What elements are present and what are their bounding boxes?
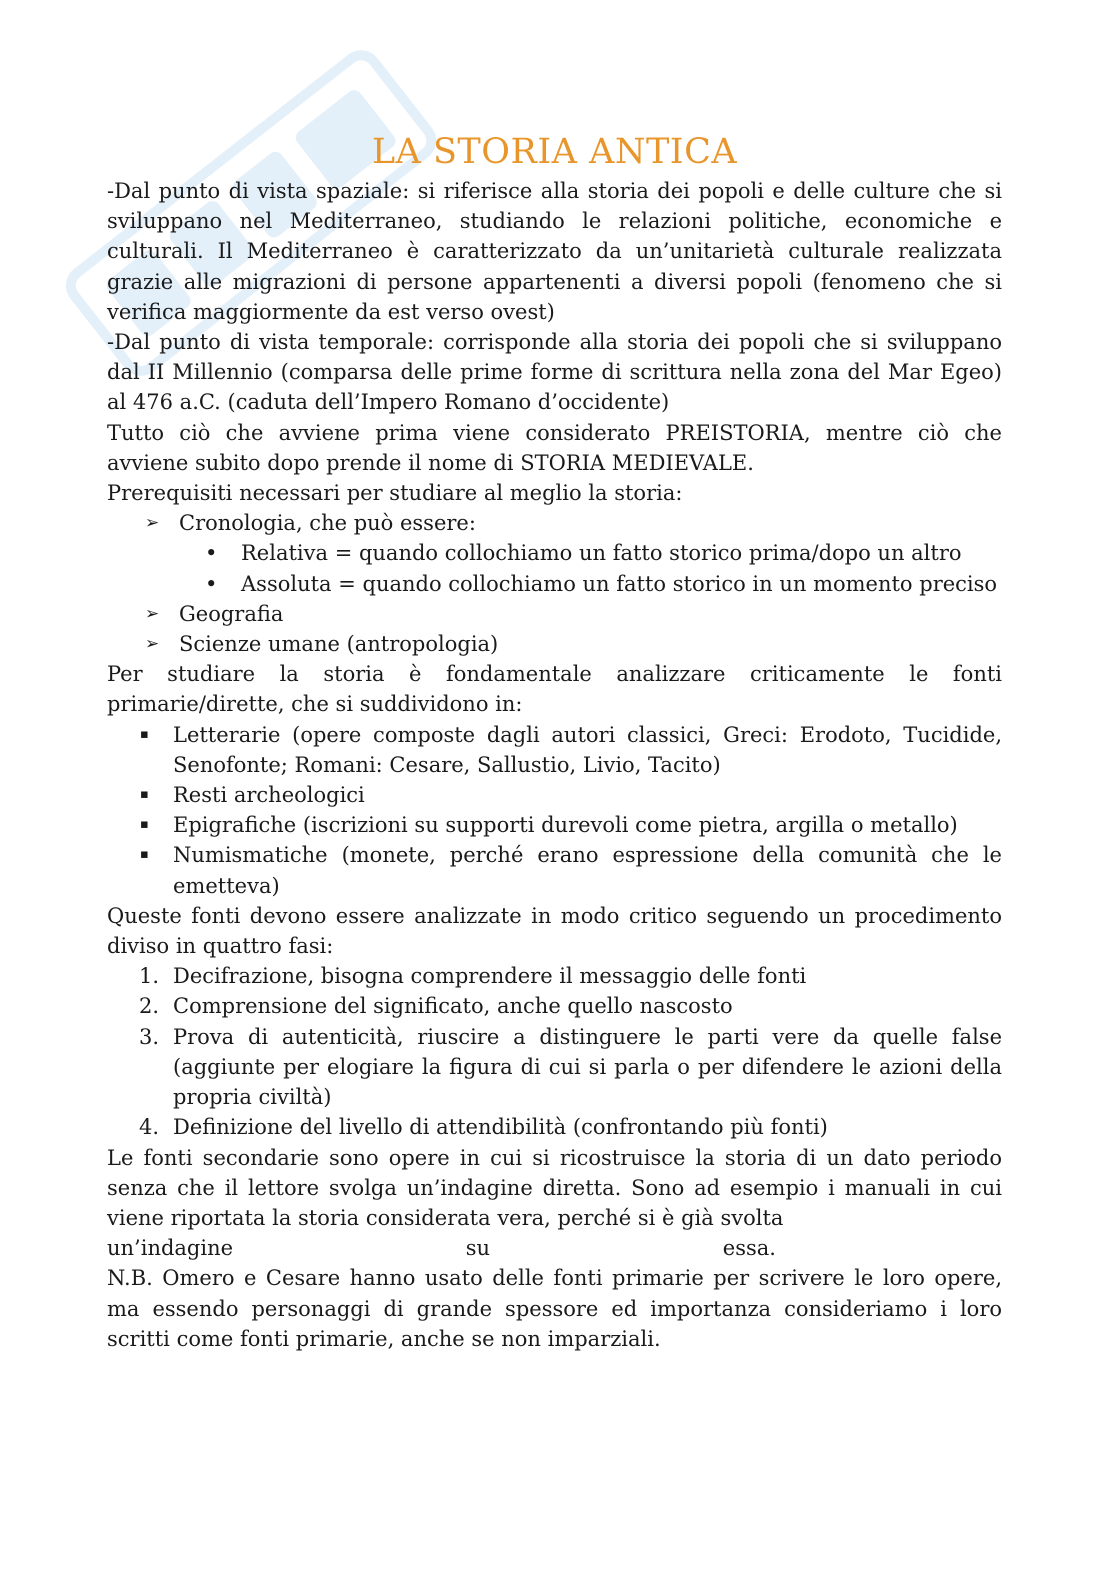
list-item-text: Comprensione del significato, anche quello nascosto	[173, 994, 733, 1019]
prerequisites-list	[107, 508, 1002, 538]
arrow-bullet-icon: ➢	[145, 513, 160, 534]
prerequisites-list-continued	[107, 599, 1002, 659]
paragraph-temporal: -Dal punto di vista temporale: corrisponde alla storia dei popoli che si sviluppano dal II Millennio (comparsa delle prime forme di scrittura nella zona del Mar Egeo) al 476 a.C. (caduta dell’Impero Romano d’occidente)	[107, 330, 1002, 415]
list-item	[107, 991, 1002, 1021]
paragraph-note: N.B. Omero e Cesare hanno usato delle fonti primarie per scrivere le loro opere, ma essendo personaggi di grande spessore ed importanza consideriamo i loro scritti come fonti primarie, anche se non imparziali.	[107, 1266, 1002, 1351]
list-item	[107, 629, 1002, 659]
paragraph-analysis: Queste fonti devono essere analizzate in modo critico seguendo un procedimento diviso in quattro fasi:	[107, 903, 1002, 959]
list-item-text: Assoluta = quando collochiamo un fatto storico in un momento preciso	[241, 571, 998, 596]
list-number: 1.	[139, 964, 160, 989]
list-item	[107, 840, 1002, 900]
list-item	[107, 1022, 1002, 1113]
word: essa.	[722, 1236, 776, 1261]
paragraph-primary-sources: Per studiare la storia è fondamentale analizzare criticamente le fonti primarie/dirette, che si suddividono in:	[107, 662, 1002, 717]
list-item-text: Numismatiche (monete, perché erano espressione della comunità che le emetteva)	[173, 843, 1002, 898]
list-item	[107, 569, 1002, 599]
paragraph-prerequisites: Prerequisiti necessari per studiare al meglio la storia:	[107, 481, 683, 506]
list-item-text: Letterarie (opere composte dagli autori classici, Greci: Erodoto, Tucidide, Senofonte; Romani: Cesare, Sallustio, Livio, Tacito)	[173, 722, 1002, 777]
list-item	[107, 508, 1002, 538]
list-item-text: Resti archeologici	[173, 783, 365, 808]
list-item-text: Relativa = quando collochiamo un fatto storico prima/dopo un altro	[241, 541, 962, 566]
list-item-text: Geografia	[179, 601, 284, 626]
list-number: 3.	[139, 1024, 160, 1049]
list-number: 4.	[139, 1115, 160, 1140]
square-bullet-icon: ▪	[140, 847, 149, 863]
paragraph-spatial: -Dal punto di vista spaziale: si riferisce alla storia dei popoli e delle culture che si sviluppano nel Mediterraneo, studiando le relazioni politiche, economiche e culturali. Il Mediterraneo è caratterizzato da un’unitarietà culturale realizzata grazie alle migrazioni di persone appartenenti a diversi popoli (fenomeno che si verifica maggiormente da est verso ovest)	[107, 179, 1002, 324]
list-number: 2.	[139, 994, 160, 1019]
square-bullet-icon: ▪	[140, 817, 149, 833]
paragraph-preistoria: Tutto ciò che avviene prima viene considerato PREISTORIA, mentre ciò che avviene subito dopo prende il nome di STORIA MEDIEVALE.	[107, 420, 1002, 475]
primary-sources-list	[107, 720, 1002, 901]
dot-bullet-icon: •	[205, 571, 218, 596]
list-item	[107, 961, 1002, 991]
list-item-text: Epigrafiche (iscrizioni su supporti durevoli come pietra, argilla o metallo)	[173, 813, 958, 838]
list-item	[107, 599, 1002, 629]
list-item	[107, 538, 1002, 568]
paragraph-secondary-last-line	[107, 1233, 1002, 1263]
list-item	[107, 1112, 1002, 1142]
list-item-text: Prova di autenticità, riuscire a distinguere le parti vere da quelle false (aggiunte per elogiare la figura di cui si parla o per difendere le azioni della propria civiltà)	[173, 1024, 1002, 1110]
arrow-bullet-icon: ➢	[145, 603, 160, 624]
list-item-text: Scienze umane (antropologia)	[179, 632, 499, 657]
page-title: LA STORIA ANTICA	[371, 132, 738, 172]
list-item	[107, 720, 1002, 780]
paragraph-secondary-sources: Le fonti secondarie sono opere in cui si ricostruisce la storia di un dato periodo senza che il lettore svolga un’indagine diretta. Sono ad esempio i manuali in cui viene riportata la storia considerata vera, perché si è già svolta	[107, 1145, 1002, 1230]
list-item-text: Cronologia, che può essere:	[179, 511, 476, 536]
chronology-types-list	[107, 538, 1002, 598]
arrow-bullet-icon: ➢	[145, 634, 160, 655]
list-item-text: Definizione del livello di attendibilità (confrontando più fonti)	[173, 1115, 828, 1140]
square-bullet-icon: ▪	[140, 726, 149, 742]
document-page	[107, 128, 1002, 1354]
list-item-text: Decifrazione, bisogna comprendere il messaggio delle fonti	[173, 964, 807, 989]
word: su	[465, 1236, 491, 1261]
square-bullet-icon: ▪	[140, 787, 149, 803]
analysis-phases-list	[107, 961, 1002, 1142]
list-item	[107, 780, 1002, 810]
dot-bullet-icon: •	[205, 541, 218, 566]
word: un’indagine	[107, 1236, 234, 1261]
list-item	[107, 810, 1002, 840]
